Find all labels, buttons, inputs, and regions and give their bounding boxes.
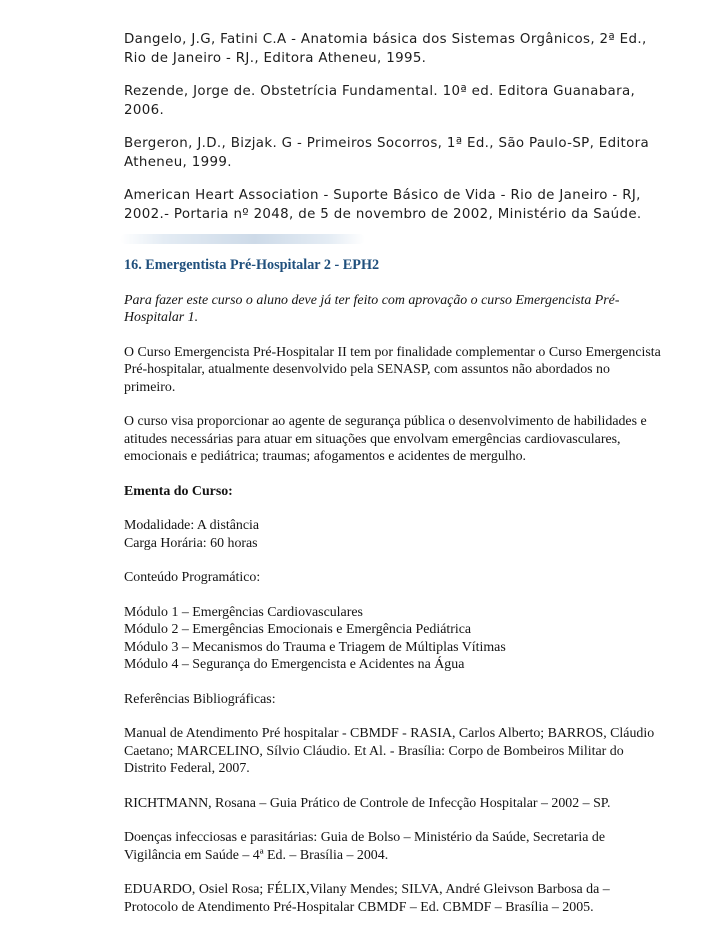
course-description: O Curso Emergencista Pré-Hospitalar II tem por finalidade complementar o Curso Emergencista Pré-hospitalar, atualmente desenvolvido pela SENASP, com assuntos não abordados no primeiro. [124, 344, 661, 395]
course-reference: Doenças infecciosas e parasitárias: Guia de Bolso – Ministério da Saúde, Secretaria de Vigilância em Saúde – 4ª Ed. – Brasília – 2004. [124, 830, 605, 863]
module-item: Módulo 2 – Emergências Emocionais e Emergência Pediátrica [124, 622, 472, 637]
modalidade: Modalidade: A distância [124, 518, 260, 533]
reference-item: Bergeron, J.D., Bizjak. G - Primeiros Socorros, 1ª Ed., São Paulo-SP, Editora Atheneu, 1999. [124, 136, 650, 170]
prerequisite-note: Para fazer este curso o aluno deve já ter feito com aprovação o curso Emergencista Pré-Hospitalar 1. [124, 292, 620, 325]
module-item: Módulo 4 – Segurança do Emergencista e Acidentes na Água [124, 657, 465, 672]
reference-item: Dangelo, J.G, Fatini C.A - Anatomia básica dos Sistemas Orgânicos, 2ª Ed., Rio de Janeiro - RJ., Editora Atheneu, 1995. [124, 32, 647, 66]
course-heading: 16. Emergentista Pré-Hospitalar 2 - EPH2 [124, 257, 380, 273]
previous-course-references [124, 30, 664, 238]
course-details [124, 517, 664, 552]
course-reference: EDUARDO, Osiel Rosa; FÉLIX,Vilany Mendes; SILVA, André Gleivson Barbosa da – Protocolo de Atendimento Pré-Hospitalar CBMDF – Ed. CBMDF – Brasília – 2005. [124, 882, 610, 915]
reference-item: American Heart Association - Suporte Básico de Vida - Rio de Janeiro - RJ, 2002.- Portaria nº 2048, de 5 de novembro de 2002, Ministério da Saúde. [124, 188, 642, 222]
ementa-title: Ementa do Curso: [124, 483, 233, 499]
carga-horaria: Carga Horária: 60 horas [124, 535, 258, 551]
course-objective: O curso visa proporcionar ao agente de segurança pública o desenvolvimento de habilidades e atitudes necessárias para atuar em situações que envolvam emergências cardiovasculares, emocionais e pediátrica; traumas; afogamentos e acidentes de mergulho. [124, 414, 647, 464]
module-list [124, 604, 664, 674]
course-section [124, 257, 664, 933]
module-item: Módulo 1 – Emergências Cardiovasculares [124, 604, 363, 620]
reference-item: Rezende, Jorge de. Obstetrícia Fundamental. 10ª ed. Editora Guanabara, 2006. [124, 84, 636, 118]
section-divider [120, 234, 365, 244]
course-reference: RICHTMANN, Rosana – Guia Prático de Controle de Infecção Hospitalar – 2002 – SP. [124, 795, 611, 811]
course-reference: Manual de Atendimento Pré hospitalar - CBMDF - RASIA, Carlos Alberto; BARROS, Cláudio Caetano; MARCELINO, Sílvio Cláudio. Et Al. - Brasília: Corpo de Bombeiros Militar do Distrito Federal, 2007. [124, 726, 655, 776]
module-item: Módulo 3 – Mecanismos do Trauma e Triagem de Múltiplas Vítimas [124, 639, 506, 655]
references-title: Referências Bibliográficas: [124, 691, 276, 707]
conteudo-title: Conteúdo Programático: [124, 570, 261, 585]
